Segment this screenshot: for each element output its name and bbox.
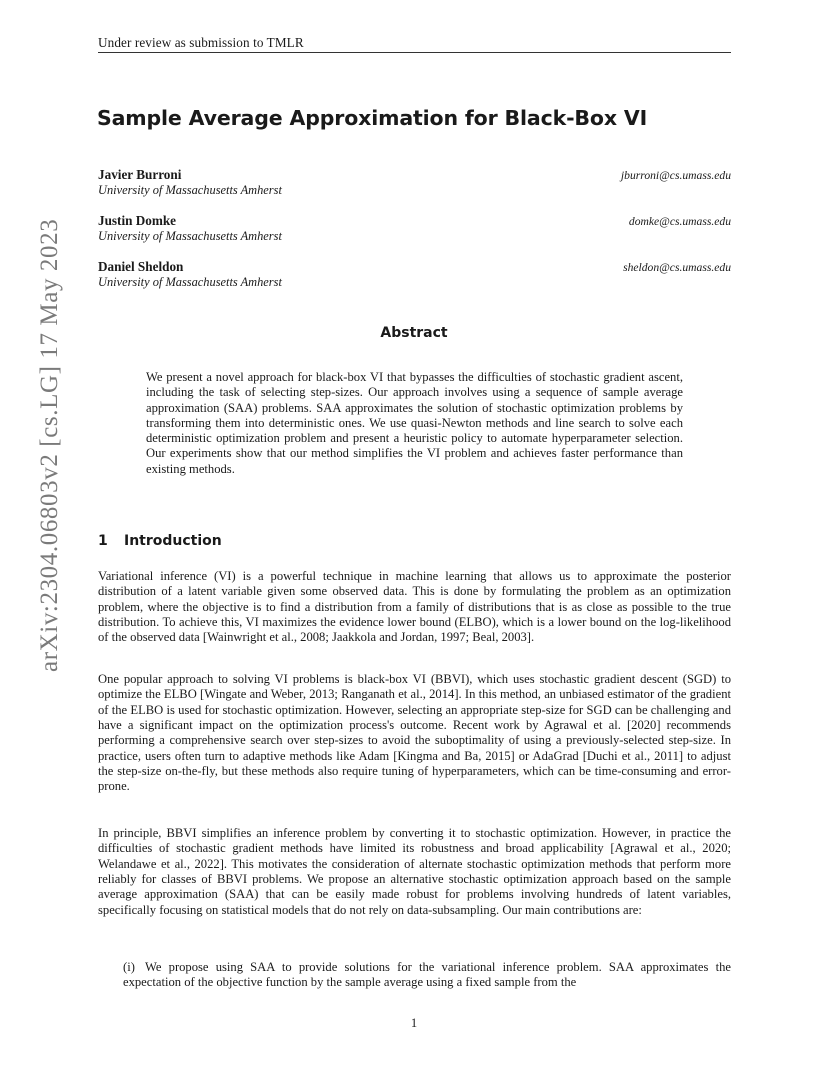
header-rule [98, 52, 731, 53]
list-label: (i) [123, 960, 135, 974]
author-email[interactable]: jburroni@cs.umass.edu [620, 169, 731, 182]
section-title: Introduction [124, 533, 222, 549]
author-name: Javier Burroni [98, 167, 182, 182]
author-email[interactable]: domke@cs.umass.edu [628, 215, 731, 228]
paragraph: One popular approach to solving VI problems is black-box VI (BBVI), which uses stochastic gradient descent (SGD) to optimize the ELBO [Wingate and Weber, 2013; Ranganath et al., 2014]. In this method, an unbiased estimator of the gradient of the ELBO is used for stochastic optimization. However, selecting an appropriate step-size for SGD can be challenging and have a significant impact on the optimization process's outcome. Recent work by Agrawal et al. [2020] recommends performing a comprehensive search over step-sizes to avoid the suboptimality of using a previously-selected step-size. In practice, users often turn to adaptive methods like Adam [Kingma and Ba, 2015] or AdaGrad [Duchi et al., 2011] to adjust the step-size on-the-fly, but these methods also require tuning of hyperparameters, which can be time-consuming and error-prone. [98, 672, 731, 794]
arxiv-identifier[interactable]: arXiv:2304.06803v2 [cs.LG] 17 May 2023 [36, 218, 63, 672]
running-header: Under review as submission to TMLR [98, 35, 304, 50]
abstract-text: We present a novel approach for black-box VI that bypasses the difficulties of stochastic gradient ascent, including the task of selecting step-sizes. Our approach involves using a sequence of sample average approximation (SAA) problems. SAA approximates the solution of stochastic optimization problems by transforming them into deterministic ones. We use quasi-Newton methods and line search to solve each deterministic optimization problem and present a heuristic policy to automate hyperparameter selection. Our experiments show that our method simplifies the VI problem and achieves faster performance than existing methods. [146, 370, 683, 476]
abstract-heading: Abstract [380, 325, 448, 341]
author-affiliation: University of Massachusetts Amherst [98, 275, 282, 289]
author-name: Daniel Sheldon [98, 259, 184, 274]
section-number: 1 [98, 533, 108, 549]
page-number: 1 [410, 1016, 418, 1030]
paragraph: In principle, BBVI simplifies an inference problem by converting it to stochastic optimization. However, in practice the difficulties of stochastic gradient methods have limited its robustness and broad applicability [Agrawal et al., 2020; Welandawe et al., 2022]. This motivates the consideration of alternate stochastic optimization methods that perform more reliably for classes of BBVI problems. We propose an alternative stochastic optimization approach based on the sample average approximation (SAA) that can be easily made robust for problems involving hundreds of latent variables, specifically focusing on statistical models that do not rely on data-subsampling. Our main contributions are: [98, 826, 731, 917]
contribution-list-item [123, 960, 731, 991]
section-heading [98, 533, 222, 549]
paragraph: Variational inference (VI) is a powerful technique in machine learning that allows us to approximate the posterior distribution of a latent variable given some observed data. This is done by formulating the problem as an optimization problem, where the objective is to find a distribution from a family of distributions that is as close as possible to the true distribution. To achieve this, VI maximizes the evidence lower bound (ELBO), which is a lower bound on the log-likelihood of the observed data [Wainwright et al., 2008; Jaakkola and Jordan, 1997; Beal, 2003]. [98, 569, 731, 645]
author-email[interactable]: sheldon@cs.umass.edu [623, 261, 731, 274]
author-affiliation: University of Massachusetts Amherst [98, 229, 282, 243]
author-affiliation: University of Massachusetts Amherst [98, 183, 282, 197]
paper-title: Sample Average Approximation for Black-Box VI [97, 106, 648, 130]
list-item-text: We propose using SAA to provide solutions for the variational inference problem. SAA approximates the expectation of the objective function by the sample average using a fixed sample from the [123, 960, 731, 990]
author-name: Justin Domke [98, 213, 177, 228]
